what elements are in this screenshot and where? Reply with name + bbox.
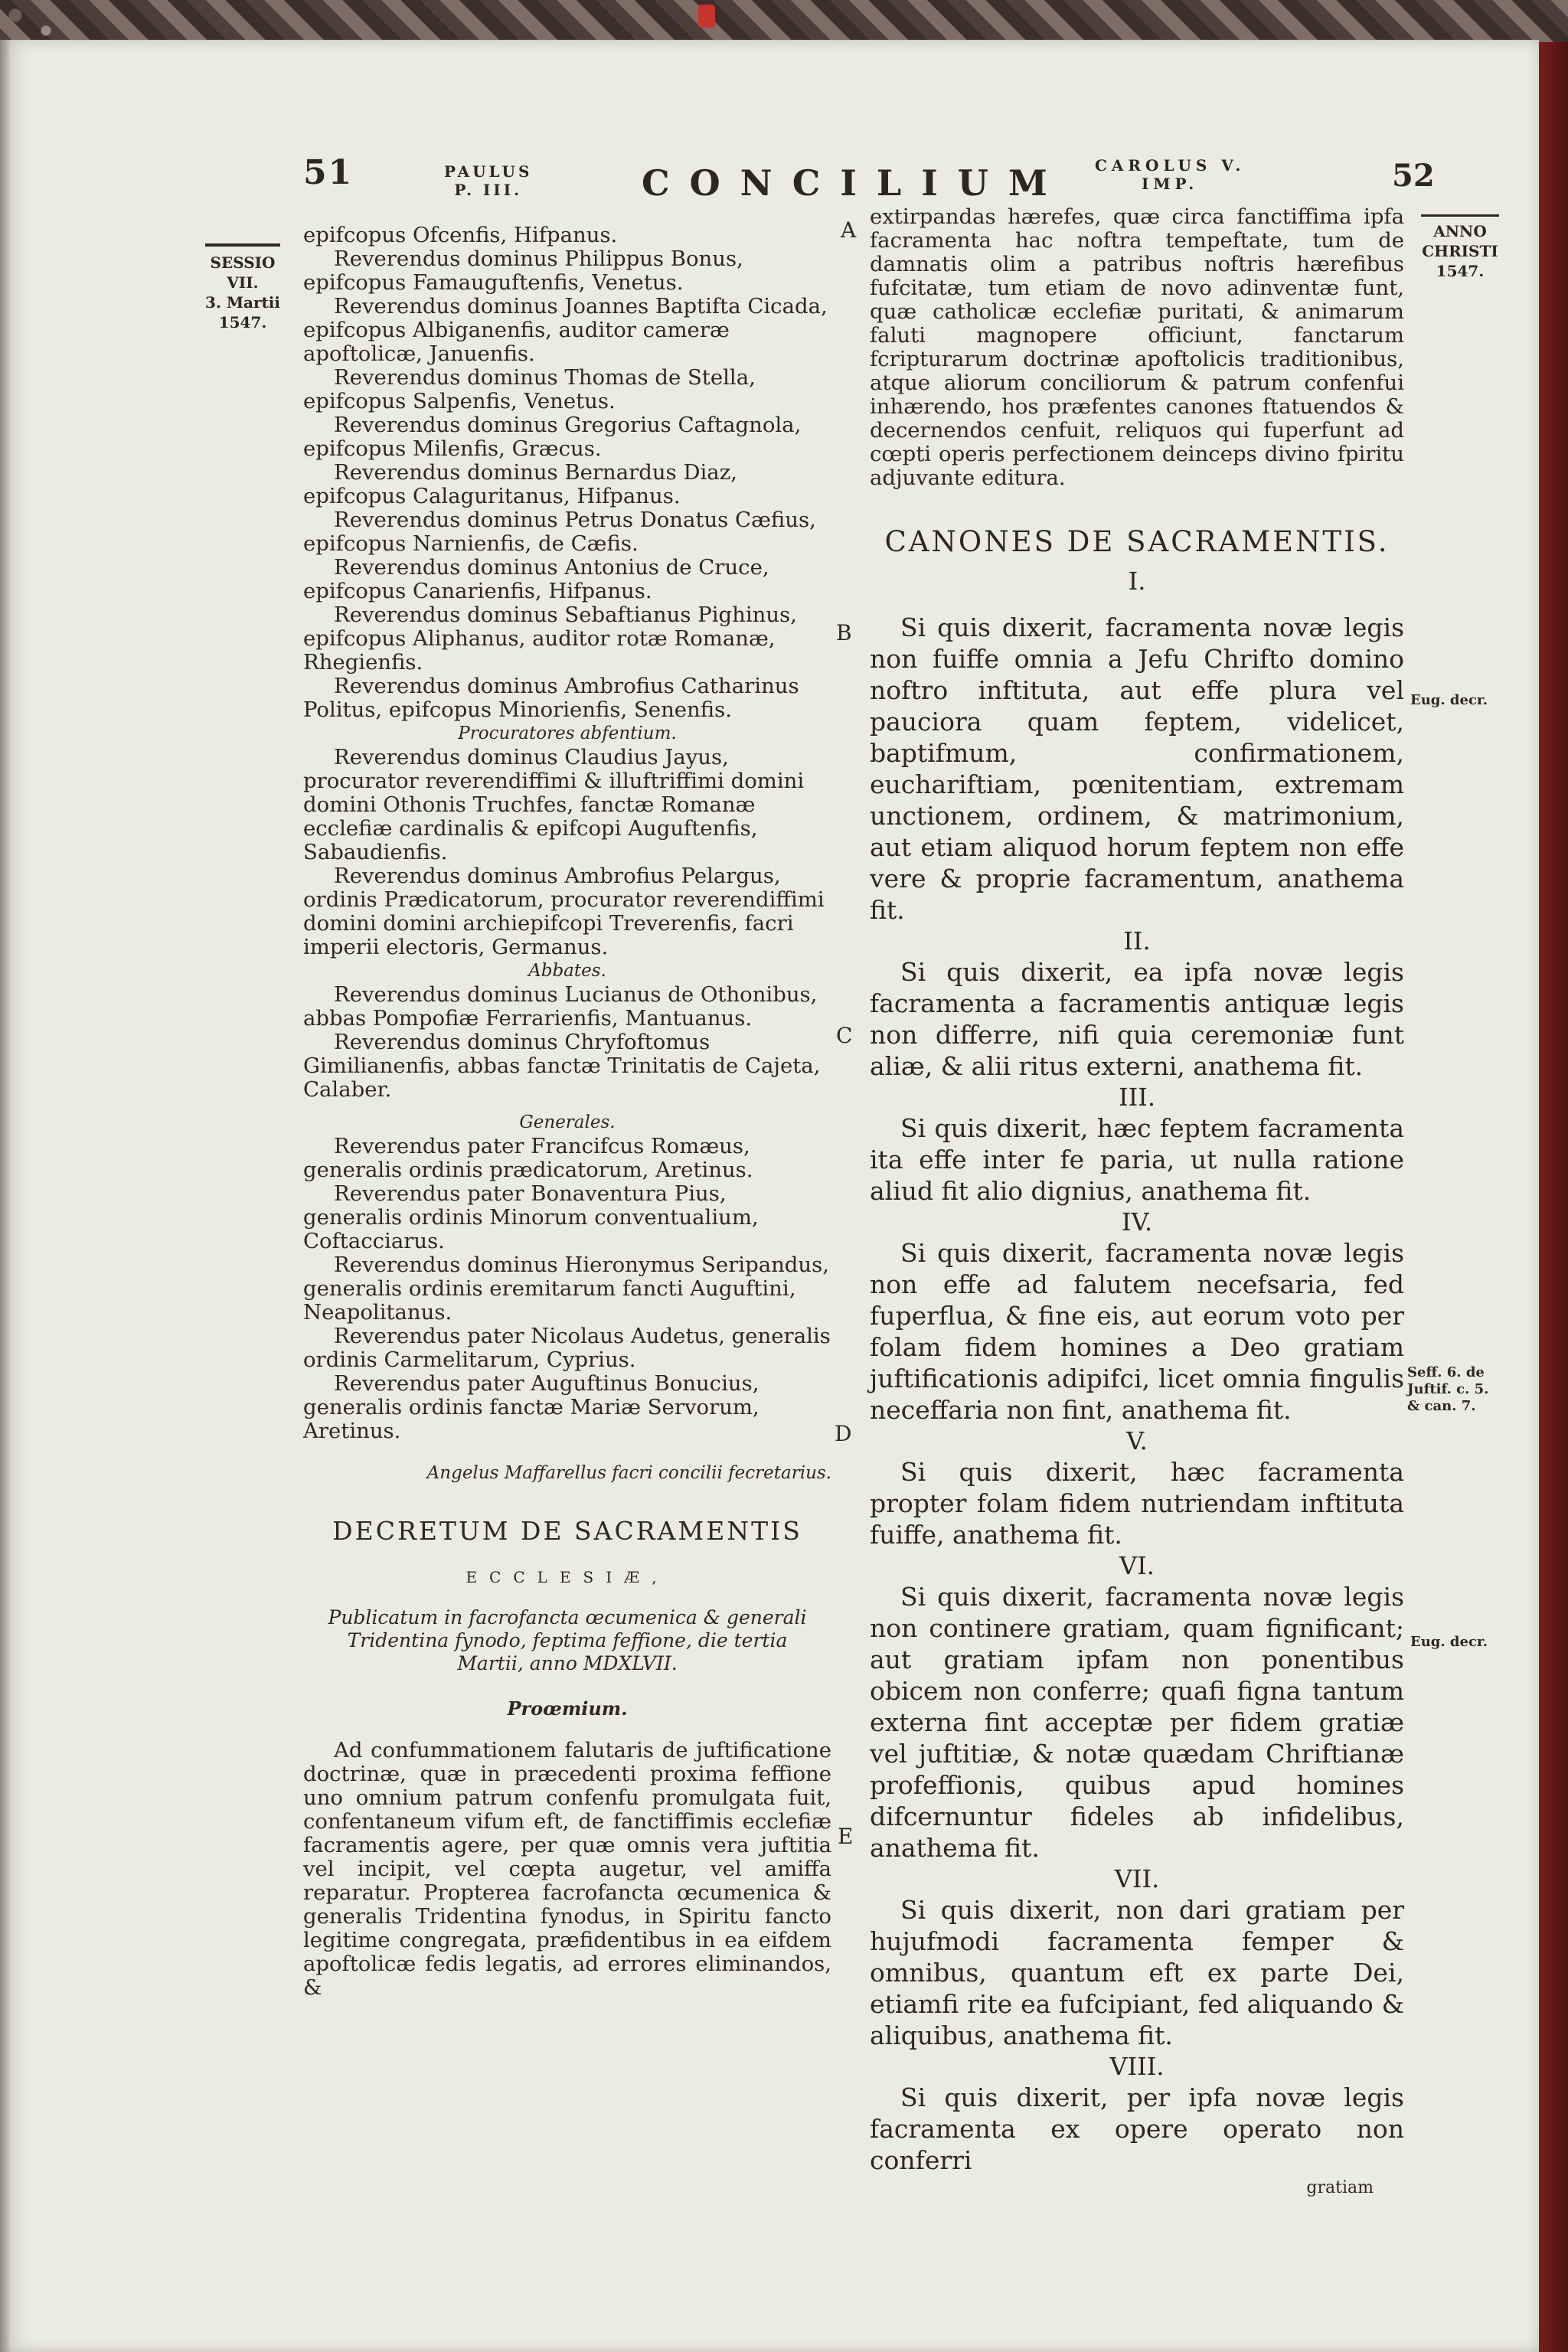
canon-number: V.: [1126, 1426, 1148, 1455]
canon-number: VI.: [1119, 1551, 1155, 1580]
margin-letter-b: B: [836, 620, 852, 645]
margin-session: SESSIO: [210, 253, 276, 272]
margin-letter-d: D: [835, 1421, 852, 1446]
margin-session-note: [201, 243, 285, 332]
canon-number: II.: [1123, 926, 1151, 956]
proem-text: Ad confummationem falutaris de juftificatione doctrinæ, quæ in præcedenti proxima feffione uno omnium patrum confenfu promulgata fuit, confentaneum vifum eft, de fanctiffimis ecclefiæ facramentis agere, per quæ omnis vera juftitia vel incipit, vel cœpta augetur, vel amiffa reparatur. Propterea facrofancta œcumenica & generalis Tridentina fynodus, in Spiritu fancto legitime congregata, præfidentibus in ea eifdem apoftolicæ fedis legatis, ad errores eliminandos, &: [303, 1738, 831, 2000]
secretary-signature: Angelus Maffarellus facri concilii fecretarius.: [426, 1463, 831, 1483]
list-entry: Reverendus dominus Joannes Baptifta Cicada, epifcopus Albiganenfis, auditor cameræ apoftolicæ, Januenfis.: [303, 294, 828, 366]
margin-anno-year: 1547.: [1436, 262, 1485, 280]
margin-anno: ANNO: [1433, 222, 1487, 240]
list-entry: Reverendus dominus Chryfoftomus Gimilianenfis, abbas fanctæ Trinitatis de Cajeta, Calaber.: [303, 1030, 821, 1102]
canon-text: Si quis dixerit, non dari gratiam per hujufmodi facramenta femper & omnibus, quantum eft ex parte Dei, etiamfi rite ea fufcipiant, fed aliquando & aliquibus, anathema fit.: [870, 1895, 1404, 2050]
canon-number: IV.: [1121, 1207, 1153, 1236]
canon-number: I.: [1128, 567, 1146, 596]
canon-number: VIII.: [1109, 2052, 1165, 2081]
section-heading-abbates: Abbates.: [528, 961, 606, 981]
page-number-left: 51: [303, 153, 354, 192]
margin-note-eug: Eug. decr.: [1410, 1634, 1488, 1650]
running-title: CONCILIUM: [642, 162, 1067, 204]
margin-date: 3. Martii: [205, 293, 280, 312]
header-emperor: [1095, 156, 1245, 193]
book-edge: [1537, 42, 1568, 2352]
list-entry: epifcopus Ofcenfis, Hifpanus.: [303, 223, 618, 247]
list-entry: Reverendus dominus Sebaftianus Pighinus, epifcopus Aliphanus, auditor rotæ Romanæ, Rhegienfis.: [303, 603, 797, 675]
header-emperor-name: CAROLUS V.: [1095, 156, 1246, 175]
section-heading-procuratores: Procuratores abfentium.: [458, 724, 677, 743]
margin-rule: [205, 243, 280, 247]
canon-number: VII.: [1114, 1864, 1160, 1893]
list-entry: Reverendus dominus Petrus Donatus Cæfius, epifcopus Narnienfis, de Cæfis.: [303, 508, 816, 556]
canon-text: Si quis dixerit, hæc facramenta propter folam fidem nutriendam inftituta fuiffe, anathema fit.: [870, 1457, 1404, 1550]
list-entry: Reverendus dominus Ambrofius Pelargus, ordinis Prædicatorum, procurator reverendiffimi domini domini archiepifcopi Treverenfis, facri imperii electoris, Germanus.: [303, 864, 825, 959]
catchword: gratiam: [1306, 2178, 1374, 2197]
left-column: [303, 224, 831, 2000]
margin-note-sess-1: Seff. 6. de: [1407, 1364, 1485, 1380]
list-entry: Reverendus pater Nicolaus Audetus, generalis ordinis Carmelitarum, Cyprius.: [303, 1324, 831, 1372]
margin-anno-note: [1418, 214, 1502, 281]
margin-note-sess-3: & can. 7.: [1407, 1398, 1476, 1414]
margin-letter-a: A: [841, 217, 857, 243]
canones-title: CANONES DE SACRAMENTIS.: [884, 525, 1390, 558]
margin-letter-c: C: [836, 1023, 853, 1048]
canon-text: Si quis dixerit, per ipfa novæ legis facramenta ex opere operato non conferri: [870, 2082, 1404, 2175]
margin-rule: [1421, 214, 1499, 217]
right-column: [870, 205, 1404, 2200]
proem-heading: Proœmium.: [507, 1697, 628, 1720]
margin-note-sess-2: Juftif. c. 5.: [1407, 1381, 1489, 1397]
list-entry: Reverendus dominus Philippus Bonus, epifcopus Famauguftenfis, Venetus.: [303, 247, 743, 295]
list-entry: Reverendus dominus Antonius de Cruce, epifcopus Canarienfis, Hifpanus.: [303, 555, 769, 603]
red-mark: [698, 5, 715, 28]
canon-text: Si quis dixerit, hæc feptem facramenta ita effe inter fe paria, ut nulla ratione aliud fit alio dignius, anathema fit.: [870, 1113, 1404, 1206]
margin-letter-e: E: [838, 1824, 854, 1849]
list-entry: Reverendus dominus Claudius Jayus, procurator reverendiffimi & illuftriffimi domini domini Othonis Truchfes, fanctæ Romanæ ecclefiæ cardinalis & epifcopi Auguftenfis, Sabaudienfis.: [303, 745, 805, 864]
margin-note-eug: Eug. decr.: [1410, 692, 1488, 708]
list-entry: Reverendus pater Francifcus Romæus, generalis ordinis prædicatorum, Aretinus.: [303, 1134, 753, 1182]
canon-text: Si quis dixerit, facramenta novæ legis non effe ad falutem necefsaria, fed fuperflua, & fine eis, aut eorum voto per folam fidem homines a Deo gratiam juftificationis adipifci, licet omnia fingulis neceffaria non fint, anathema fit.: [870, 1238, 1404, 1425]
list-entry: Reverendus dominus Gregorius Caftagnola, epifcopus Milenfis, Græcus.: [303, 413, 802, 461]
canon-text: Si quis dixerit, facramenta novæ legis non fuiffe omnia a Jefu Chrifto domino noftro inftituta, aut effe plura vel pauciora quam feptem, videlicet, baptifmum, confirmationem, euchariftiam, pœnitentiam, extremam unctionem, ordinem, & matrimonium, aut etiam aliquod horum feptem non effe vere & proprie facramentum, anathema fit.: [870, 612, 1404, 925]
list-entry: Reverendus dominus Thomas de Stella, epifcopus Salpenfis, Venetus.: [303, 365, 756, 413]
margin-session-num: VII.: [227, 273, 259, 292]
canon-number: III.: [1118, 1083, 1156, 1112]
header-emperor-title: IMP.: [1142, 175, 1199, 193]
intro-text: extirpandas hærefes, quæ circa fanctiffima ipfa facramenta hac noftra tempeftate, tum de damnatis olim a patribus noftris hærefibus fufcitatæ, tum etiam de novo adinventæ funt, quæ catholicæ ecclefiæ puritati, & animarum faluti magnopere officiunt, fanctarum fcripturarum doctrinæ apoftolicis traditionibus, atque aliorum conciliorum & patrum confenfui inhærendo, hos præfentes canones ftatuendos & decernendos cenfuit, reliquos qui fuperfunt ad cœpti operis perfectionem deinceps divino fpiritu adjuvante editura.: [870, 204, 1404, 490]
decree-subtitle: ECCLESIÆ,: [466, 1568, 669, 1586]
section-heading-generales: Generales.: [519, 1112, 616, 1132]
decree-title: DECRETUM DE SACRAMENTIS: [332, 1516, 802, 1546]
header-pope-name: PAULUS: [444, 162, 533, 181]
list-entry: Reverendus dominus Hieronymus Seripandus, generalis ordinis eremitarum fancti Auguftini, Neapolitanus.: [303, 1253, 829, 1325]
header-pope-title: P. III.: [454, 181, 523, 199]
canon-text: Si quis dixerit, facramenta novæ legis non continere gratiam, quam fignificant; aut gratiam ipfam non ponentibus obicem non conferre; quafi figna tantum externa fint acceptæ per fidem gratiæ vel juftitiæ, & notæ quædam Chriftianæ profeffionis, quibus apud homines difcernuntur fideles ab infidelibus, anathema fit.: [870, 1582, 1404, 1863]
list-entry: Reverendus pater Auguftinus Bonucius, generalis ordinis fanctæ Mariæ Servorum, Aretinus.: [303, 1371, 760, 1443]
margin-note-sess: [1407, 1364, 1488, 1415]
margin-christi: CHRISTI: [1422, 242, 1498, 260]
list-entry: Reverendus pater Bonaventura Pius, generalis ordinis Minorum conventualium, Coftacciarus.: [303, 1181, 759, 1253]
list-entry: Reverendus dominus Bernardus Diaz, epifcopus Calaguritanus, Hifpanus.: [303, 460, 737, 508]
list-entry: Reverendus dominus Lucianus de Othonibus, abbas Pompofiæ Ferrarienfis, Mantuanus.: [303, 982, 818, 1031]
header-pope: [444, 162, 532, 199]
publication-note: Publicatum in facrofancta œcumenica & generali Tridentina fynodo, feptima feffione, die tertia Martii, anno MDXLVII.: [328, 1606, 807, 1674]
page-number-right: 52: [1392, 158, 1435, 194]
canon-text: Si quis dixerit, ea ipfa novæ legis facramenta a facramentis antiquæ legis non differre, nifi quia ceremoniæ funt aliæ, & alii ritus externi, anathema fit.: [870, 957, 1404, 1081]
list-entry: Reverendus dominus Ambrofius Catharinus Politus, epifcopus Minorienfis, Senenfis.: [303, 674, 799, 722]
margin-year: 1547.: [218, 313, 267, 332]
